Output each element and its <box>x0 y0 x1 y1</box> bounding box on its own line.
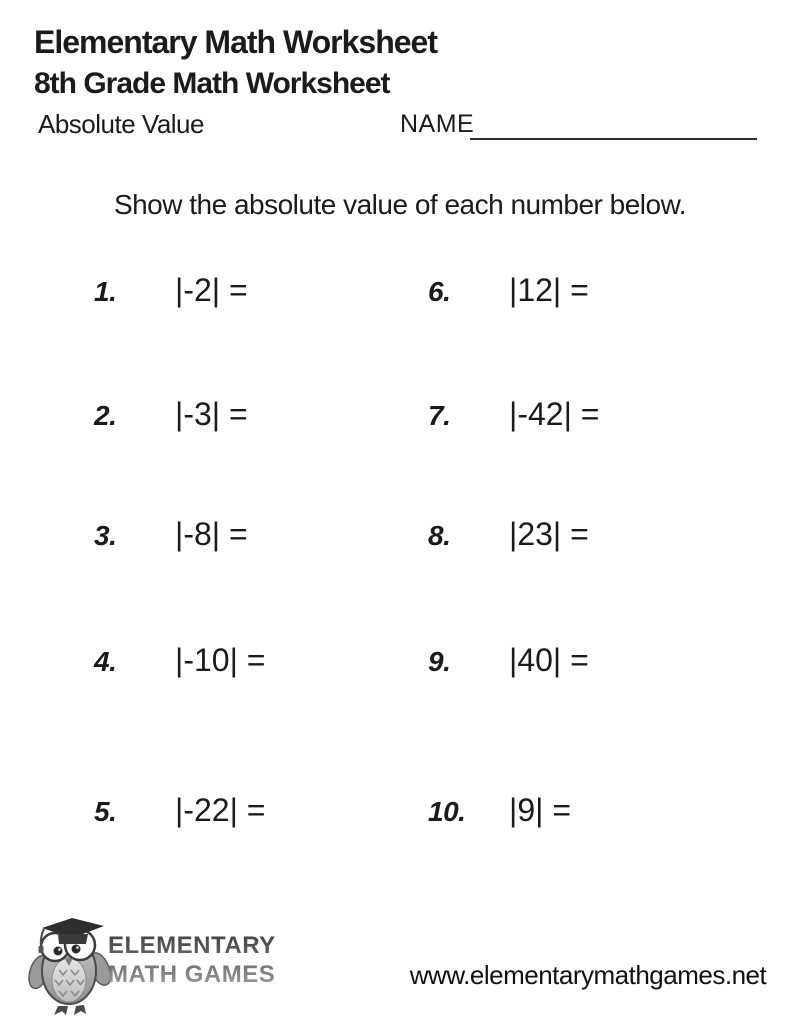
problem-1 <box>94 272 248 309</box>
owl-graduate-icon <box>28 914 112 1016</box>
problem-expression: |-8| = <box>175 516 248 552</box>
name-blank-line <box>470 110 757 140</box>
problem-expression: |-22| = <box>175 792 266 828</box>
problem-number: 7. <box>428 400 451 431</box>
problem-2 <box>94 396 248 433</box>
name-label: NAME <box>400 110 475 138</box>
problem-expression: |23| = <box>509 516 589 552</box>
problem-10 <box>428 792 571 829</box>
problem-expression: |-42| = <box>509 396 600 432</box>
logo-wordmark <box>108 931 276 989</box>
problem-number: 1. <box>94 276 117 307</box>
instruction-text: Show the absolute value of each number below. <box>113 189 687 220</box>
page-title: Elementary Math Worksheet <box>34 24 437 60</box>
problem-expression: |-10| = <box>175 642 266 678</box>
problem-4 <box>94 642 265 679</box>
site-url: www.elementarymathgames.net <box>409 960 767 990</box>
problem-expression: |40| = <box>509 642 589 678</box>
problem-6 <box>428 272 589 309</box>
problem-number: 3. <box>94 520 117 551</box>
problem-expression: |9| = <box>509 792 571 828</box>
problem-number: 2. <box>94 400 117 431</box>
problem-9 <box>428 642 589 679</box>
problem-number: 8. <box>428 520 451 551</box>
problem-expression: |-3| = <box>175 396 248 432</box>
problem-7 <box>428 396 599 433</box>
problem-number: 10. <box>428 796 466 827</box>
problem-number: 4. <box>94 646 117 677</box>
problem-expression: |12| = <box>509 272 589 308</box>
problem-number: 9. <box>428 646 451 677</box>
problem-5 <box>94 792 265 829</box>
problem-expression: |-2| = <box>175 272 248 308</box>
problem-3 <box>94 516 248 553</box>
logo-line-1: ELEMENTARY <box>108 932 276 959</box>
problem-number: 5. <box>94 796 117 827</box>
logo-line-2: MATH GAMES <box>108 961 276 988</box>
problem-8 <box>428 516 589 553</box>
topic-label: Absolute Value <box>38 109 204 139</box>
problem-number: 6. <box>428 276 451 307</box>
grade-subtitle: 8th Grade Math Worksheet <box>34 67 390 100</box>
